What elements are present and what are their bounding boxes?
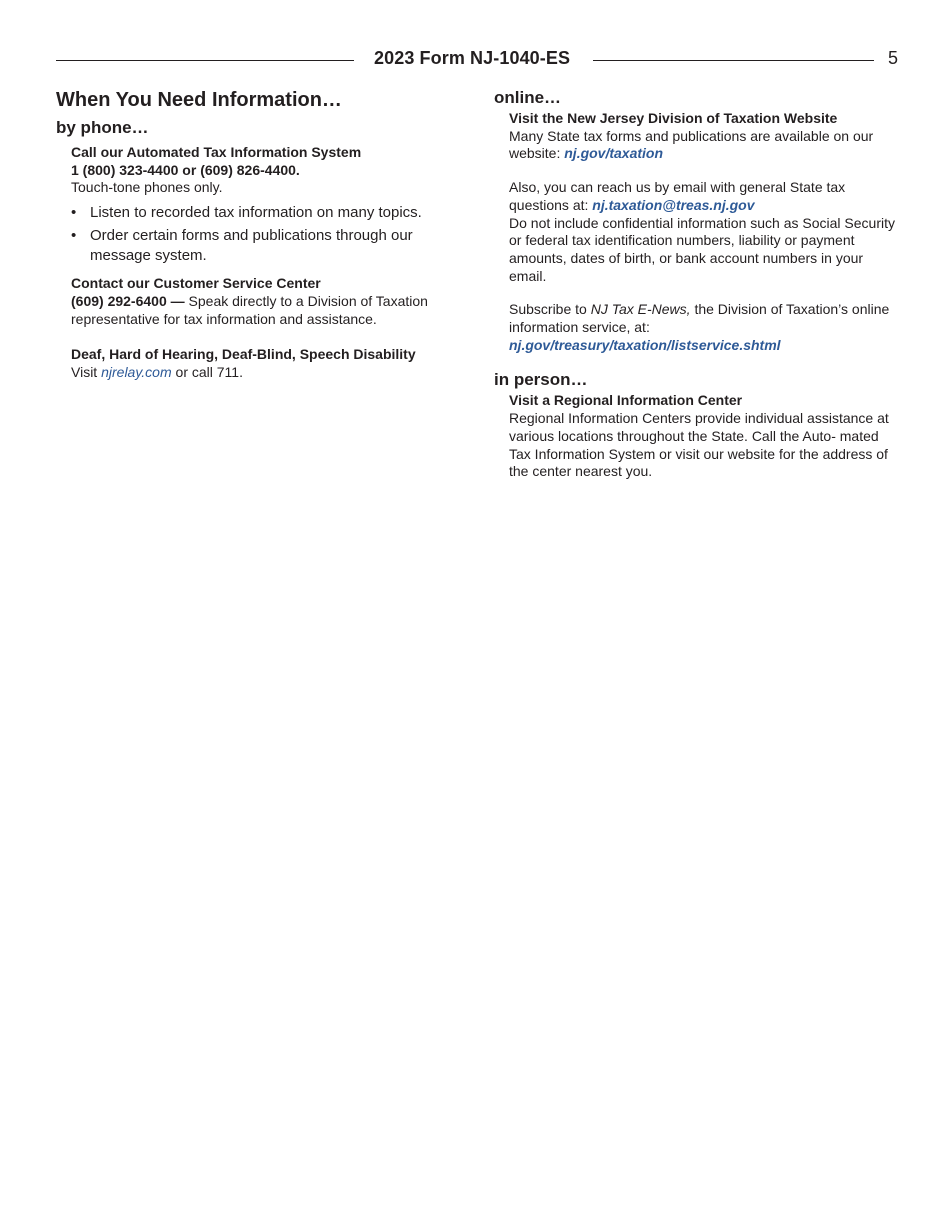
confidential-notice: Do not include confidential information such as Social Security or federal tax identification numbers, liability or payment amounts, dates of birth, or bank account numbers in your email. — [509, 214, 895, 284]
section-heading: When You Need Information… — [56, 89, 342, 111]
header-rule-right — [593, 60, 874, 61]
header-rule-left — [56, 60, 354, 61]
njrelay-link[interactable]: njrelay.com — [101, 363, 172, 380]
customer-service-number: (609) 292-6400 — — [71, 292, 185, 309]
customer-service-description: Speak directly to a Division of Taxation representative for tax information and assistance. — [71, 292, 428, 327]
subscribe-prefix: Subscribe to — [509, 301, 587, 318]
deaf-call-text: or call 711. — [175, 363, 243, 380]
subscribe-suffix: the Division of Taxation’s online information service, at: — [509, 301, 890, 336]
by-phone-subheading: by phone… — [56, 118, 149, 137]
regional-center-title: Visit a Regional Information Center — [509, 392, 743, 409]
page-header — [56, 47, 898, 71]
deaf-block — [71, 346, 456, 381]
deaf-title: Deaf, Hard of Hearing, Deaf-Blind, Speech Disability — [71, 346, 416, 363]
customer-service-detail — [71, 293, 456, 328]
in-person-block — [509, 392, 904, 481]
list-item: • Listen to recorded tax information on many topics. — [71, 203, 456, 223]
page-number: 5 — [887, 48, 898, 68]
automated-system-block — [71, 144, 456, 265]
automated-features-list — [71, 203, 456, 265]
in-person-subheading: in person… — [494, 370, 588, 390]
email-paragraph — [509, 179, 904, 214]
enews-name: NJ Tax E-News, — [590, 301, 691, 318]
listservice-link[interactable]: nj.gov/treasury/taxation/listservice.shtml — [509, 336, 781, 353]
customer-service-block — [71, 275, 456, 328]
right-column — [494, 86, 904, 481]
automated-system-title: Call our Automated Tax Information System — [71, 144, 362, 160]
website-title: Visit the New Jersey Division of Taxation Website — [509, 110, 838, 126]
form-title: 2023 Form NJ-1040-ES — [374, 48, 571, 68]
list-item: • Order certain forms and publications through our message system. — [71, 226, 456, 265]
automated-system-numbers: 1 (800) 323-4400 or (609) 826-4400. — [71, 161, 300, 178]
email-text: Also, you can reach us by email with general State tax questions at: — [509, 179, 846, 213]
online-subheading: online… — [494, 88, 562, 107]
website-link[interactable]: nj.gov/taxation — [564, 145, 664, 162]
regional-center-text: Regional Information Centers provide individual assistance at various locations throughout the State. Call the Auto- mated Tax Information System or visit our website for the address of the center nearest you. — [509, 410, 889, 480]
touch-tone-note: Touch-tone phones only. — [71, 179, 223, 196]
deaf-detail — [71, 364, 456, 382]
email-link[interactable]: nj.taxation@treas.nj.gov — [592, 196, 755, 213]
forms-text: Many State tax forms and publications are available on our website: — [509, 127, 874, 162]
customer-service-title: Contact our Customer Service Center — [71, 275, 321, 292]
forms-paragraph — [509, 128, 904, 163]
online-block — [509, 110, 904, 354]
left-column — [56, 86, 456, 382]
deaf-visit-label: Visit — [71, 363, 98, 380]
subscribe-paragraph — [509, 301, 904, 354]
